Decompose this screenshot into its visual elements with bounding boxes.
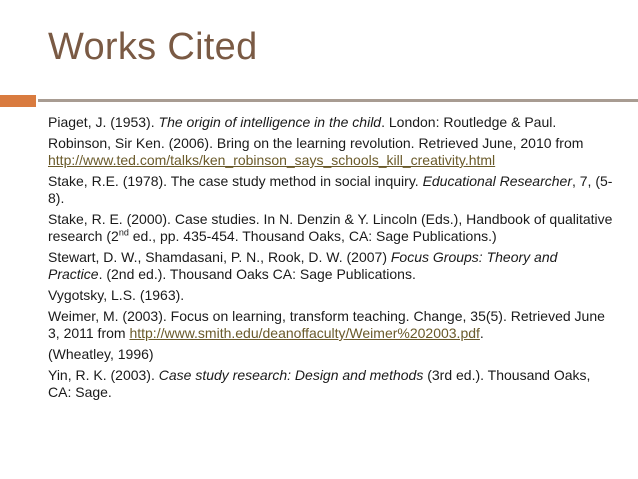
ref-text: ed., pp. 435-454. Thousand Oaks, CA: Sage Publications.) xyxy=(128,228,497,244)
ref-title: The origin of intelligence in the child xyxy=(158,114,382,130)
ref-text: Piaget, J. (1953). xyxy=(48,114,159,130)
reference-stake-1978 xyxy=(48,173,613,207)
slide-title: Works Cited xyxy=(48,26,258,68)
reference-vygotsky: Vygotsky, L.S. (1963). xyxy=(48,287,185,303)
ref-text: , 7, (5-8). xyxy=(48,173,613,206)
robinson-link[interactable]: http://www.ted.com/talks/ken_robinson_says_schools_kill_creativity.html xyxy=(48,152,496,168)
ref-text: (3rd ed.). Thousand Oaks, CA: Sage. xyxy=(48,367,591,400)
ref-text: Stake, R. E. (2000). Case studies. In N. Denzin & Y. Lincoln (Eds.), Handbook of qualitative research (2 xyxy=(48,211,613,244)
ref-title: Focus Groups: Theory and Practice xyxy=(48,249,558,282)
title-divider xyxy=(38,99,638,102)
ref-text: Weimer, M. (2003). Focus on learning, transform teaching. Change, 35(5). Retrieved June 3, 2011 from xyxy=(48,308,605,341)
weimer-link[interactable]: http://www.smith.edu/deanoffaculty/Weimer%202003.pdf xyxy=(129,325,480,341)
ref-text: . London: Routledge & Paul. xyxy=(381,114,557,130)
ref-superscript: nd xyxy=(118,227,129,238)
reference-stake-2000 xyxy=(48,211,613,245)
reference-wheatley: (Wheatley, 1996) xyxy=(48,346,154,362)
ref-title: Case study research: Design and methods xyxy=(158,367,424,383)
reference-yin xyxy=(48,367,613,401)
ref-text: Robinson, Sir Ken. (2006). Bring on the learning revolution. Retrieved June, 2010 from xyxy=(48,135,584,151)
reference-robinson xyxy=(48,135,613,169)
reference-piaget xyxy=(48,114,613,131)
ref-text: . xyxy=(479,325,484,341)
ref-text: Stewart, D. W., Shamdasani, P. N., Rook, D. W. (2007) xyxy=(48,249,391,265)
reference-list xyxy=(48,114,613,405)
ref-title: Educational Researcher xyxy=(422,173,572,189)
reference-weimer xyxy=(48,308,613,342)
ref-text: . (2nd ed.). Thousand Oaks CA: Sage Publications. xyxy=(98,266,416,282)
ref-text: Yin, R. K. (2003). xyxy=(48,367,159,383)
title-accent-bar xyxy=(0,95,36,107)
ref-text: Stake, R.E. (1978). The case study method in social inquiry. xyxy=(48,173,423,189)
reference-stewart xyxy=(48,249,613,283)
